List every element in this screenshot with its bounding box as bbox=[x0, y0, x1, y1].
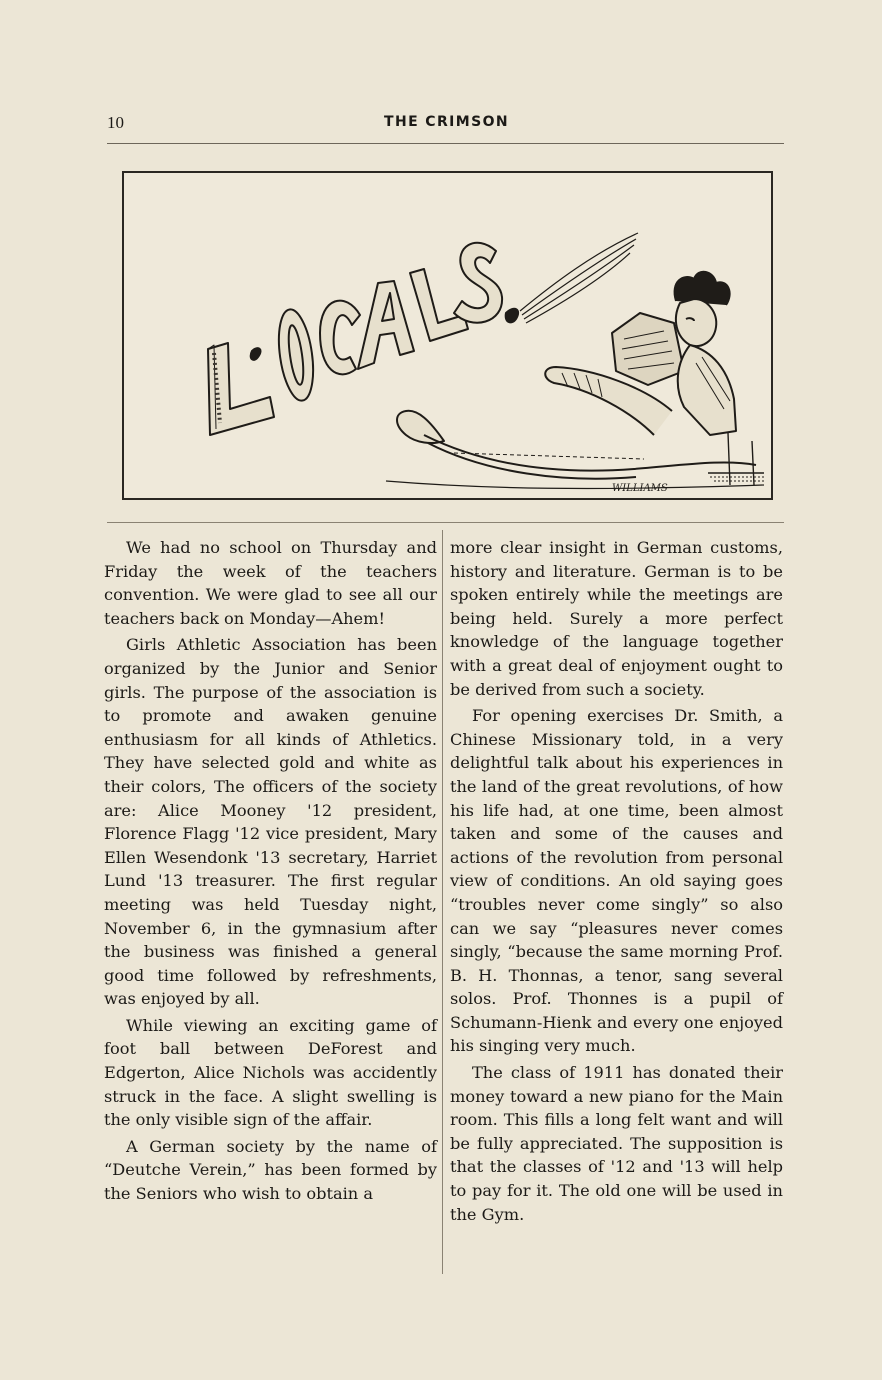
artist-signature: WILLIAMS bbox=[612, 483, 668, 494]
paragraph-foot-ball-game: While viewing an exciting game of foot ball between DeForest and Edgerton, Alice Nichols was accidently struck in the face. A slight swelling is the only visible sign of the affair. bbox=[104, 1015, 437, 1130]
motion-lines bbox=[520, 233, 638, 323]
locals-lettering bbox=[208, 243, 518, 435]
seated-figure bbox=[397, 272, 764, 485]
locals-drawing bbox=[124, 173, 771, 498]
paragraph-german-society-continued: more clear insight in German customs, history and literature. German is to be spoken entirely while the meetings are being held. Surely a more perfect knowledge of the language together with a great deal of enjoyment ought to be derived from such a society. bbox=[450, 538, 783, 699]
paragraph-opening-exercises: For opening exercises Dr. Smith, a Chinese Missionary told, in a very delightful talk about his experiences in the land of the great revolutions, of how his life had, at one time, been almost taken and some of the causes and actions of the revolution from personal view of conditions. An old saying goes “troubles never come singly” so also can we say “pleasures never comes singly, “because the same morning Prof. B. H. Thonnas, a tenor, sang several solos. Prof. Thonnes is a pupil of Schumann-Hienk and every one enjoyed his singing very much. bbox=[450, 706, 783, 1056]
floor-line bbox=[386, 481, 764, 488]
left-column bbox=[104, 536, 437, 1206]
paragraph-teachers-convention: We had no school on Thursday and Friday the week of the teachers convention. We were glad to see all our teachers back on Monday—Ahem! bbox=[104, 538, 437, 628]
right-column bbox=[450, 536, 783, 1226]
paragraph-german-society: A German society by the name of “Deutche Verein,” has been formed by the Seniors who wish to obtain a bbox=[104, 1136, 437, 1204]
locals-illustration bbox=[122, 171, 773, 500]
paragraph-class-of-1911-piano: The class of 1911 has donated their money toward a new piano for the Main room. This fills a long felt want and will be fully appreciated. The supposition is that the classes of '12 and '13 will help to pay for it. The old one will be used in the Gym. bbox=[450, 1063, 783, 1224]
body-rule bbox=[107, 522, 784, 523]
column-divider bbox=[442, 530, 443, 1274]
running-title: THE CRIMSON bbox=[384, 114, 510, 130]
header-rule bbox=[107, 143, 784, 144]
paragraph-girls-athletic-association: Girls Athletic Association has been organized by the Junior and Senior girls. The purpose of the association is to promote and awaken genuine enthusiasm for all kinds of Athletics. They have selected gold and white as their colors, The officers of the society are: Alice Mooney '12 president, Florence Flagg '12 vice president, Mary Ellen Wesendonk '13 secretary, Harriet Lund '13 treasurer. The first regular meeting was held Tuesday night, November 6, in the gymnasium after the business was finished a general good time followed by refreshments, was enjoyed by all. bbox=[104, 635, 437, 1009]
page-number: 10 bbox=[107, 113, 124, 132]
